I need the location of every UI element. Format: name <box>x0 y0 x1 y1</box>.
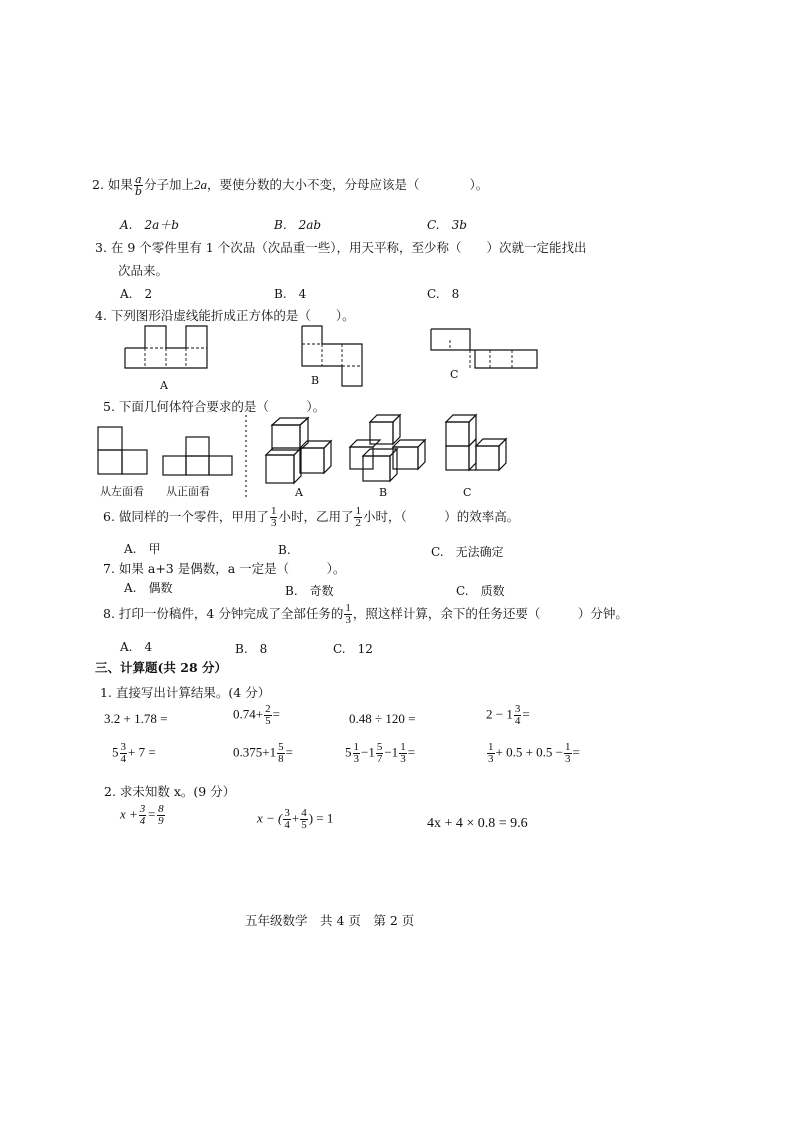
q2-number: 2. <box>92 177 104 192</box>
view-label-front: 从正面看 <box>166 485 210 498</box>
q7-option-c: C. 质数 <box>456 584 505 598</box>
q8-option-a: A. 4 <box>120 640 153 654</box>
q7-option-a: A. 偶数 <box>124 581 173 595</box>
section-3-sub1: 1. 直接写出计算结果。(4 分） <box>100 685 271 700</box>
question-8: 8. 打印一份稿件，4 分钟完成了全部任务的 $\frac{1}{3}$ ，照这样计算，余下的任务还要（ ）分钟。 <box>103 602 628 626</box>
calc-6: 0.375+1 $\frac{5}{8}$ = <box>233 741 293 765</box>
question-5: 5. 下面几何体符合要求的是（ ）。 <box>103 399 326 414</box>
question-3-line1: 3. 在 9 个零件里有 1 个次品（次品重一些），用天平称，至少称（ ）次就一定能找出 <box>95 240 587 255</box>
q2-option-b: B. 2ab <box>274 218 322 232</box>
calc-2: 0.74+ $\frac{2}{5}$ = <box>233 703 280 727</box>
q4-label-b: B <box>311 374 320 387</box>
q2-add-term: 2a <box>194 177 207 192</box>
q3-option-c: C. 8 <box>427 287 460 301</box>
q2-option-c: C. 3b <box>427 218 467 232</box>
question-4: 4. 下列图形沿虚线能折成正方体的是（ ）。 <box>95 308 355 323</box>
question-6: 6. 做同样的一个零件，甲用了 $\frac{1}{3}$ 小时，乙用了 $\frac{1}{2}$ 小时，（ ）的效率高。 <box>103 505 520 529</box>
q6-fraction-1: $\frac{1}{3}$ <box>270 505 277 529</box>
q5-label-a: A <box>295 486 303 499</box>
q3-option-a: A. 2 <box>120 287 153 301</box>
q2-text-pre: 如果 <box>107 177 133 192</box>
section-3-title: 三、计算题(共 28 分） <box>95 660 228 675</box>
question-3-line2: 次品来。 <box>118 263 169 278</box>
q4-label-c: C <box>450 368 459 381</box>
view-label-left: 从左面看 <box>100 485 144 498</box>
calc-1: 3.2 + 1.78 = <box>104 711 168 726</box>
q2-option-a: A. 2a＋b <box>120 218 179 232</box>
q5-label-c: C <box>463 486 472 499</box>
equation-1: x + $\frac{3}{4}$ = $\frac{8}{9}$ <box>120 803 164 827</box>
q2-fraction: $\frac{a}{b}$ <box>134 173 142 198</box>
q5-label-b: B <box>379 486 388 499</box>
q3-option-b: B. 4 <box>274 287 307 301</box>
q2-text-mid: 分子加上 <box>143 177 194 192</box>
section-3-sub2: 2. 求未知数 x。(9 分） <box>104 784 236 799</box>
calc-4: 2 − 1 $\frac{3}{4}$ = <box>486 703 530 727</box>
equation-3: 4x + 4 × 0.8 = 9.6 <box>427 816 528 831</box>
q6-option-b: B. <box>278 543 291 557</box>
q6-fraction-2: $\frac{1}{2}$ <box>355 505 361 529</box>
calc-8: $\frac{1}{3}$ + 0.5 + 0.5 − $\frac{1}{3}$ = <box>488 741 580 765</box>
q8-option-b: B. 8 <box>235 642 268 656</box>
q8-fraction: $\frac{1}{3}$ <box>345 602 351 626</box>
q6-option-a: A. 甲 <box>124 542 161 556</box>
equation-2: x − ( $\frac{3}{4}$ + $\frac{4}{5}$ ) = 1 <box>257 807 334 831</box>
page-footer: 五年级数学 共 4 页 第 2 页 <box>245 913 415 928</box>
question-7: 7. 如果 a+3 是偶数，a 一定是（ ）。 <box>103 561 346 576</box>
q7-option-b: B. 奇数 <box>285 584 334 598</box>
q6-option-c: C. 无法确定 <box>431 545 504 559</box>
calc-3: 0.48 ÷ 120 = <box>349 711 416 726</box>
calc-7: 5 $\frac{1}{3}$ −1 $\frac{5}{7}$ −1 $\frac{1}{3}$ = <box>345 741 416 765</box>
q2-text-post: ，要使分数的大小不变，分母应该是（ ）。 <box>207 177 489 192</box>
q8-option-c: C. 12 <box>333 642 373 656</box>
calc-5: 5 $\frac{3}{4}$ + 7 = <box>112 741 156 765</box>
q4-label-a: A <box>160 379 168 392</box>
